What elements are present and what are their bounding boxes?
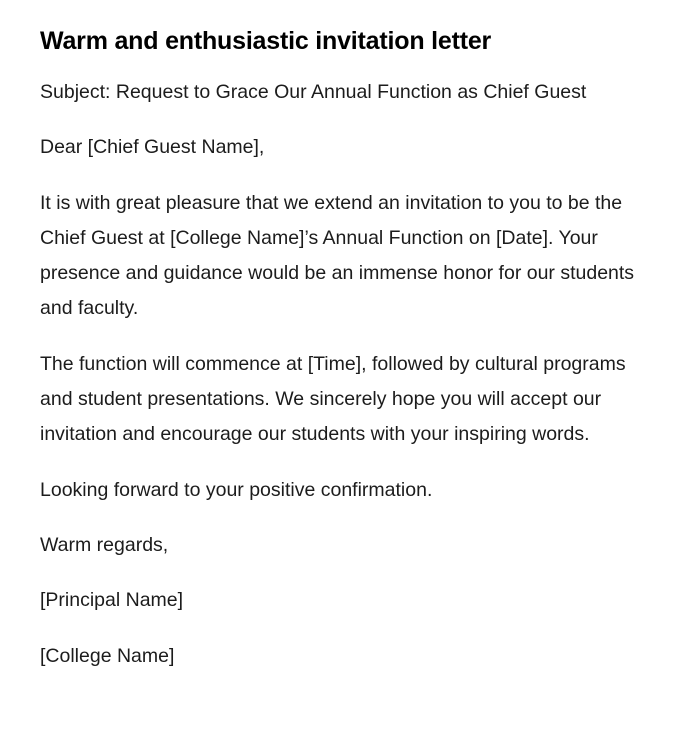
letter-paragraph-1: It is with great pleasure that we extend an invitation to you to be the Chief Guest at [College Name]’s Annual Function on [Date]. Your presence and guidance would be an immense honor for our students and faculty. [40, 191, 635, 320]
letter-greeting: Dear [Chief Guest Name], [40, 136, 265, 159]
letter-subject: Subject: Request to Grace Our Annual Function as Chief Guest [40, 81, 587, 103]
letter-college-name: [College Name] [40, 644, 175, 667]
letter-closing-line: Looking forward to your positive confirmation. [40, 478, 433, 501]
letter-paragraph-2: The function will commence at [Time], followed by cultural programs and student presentations. We sincerely hope you will accept our invitation and encourage our students with your inspiring words. [40, 352, 626, 446]
letter-principal-name: [Principal Name] [40, 589, 184, 612]
letter-title: Warm and enthusiastic invitation letter [40, 27, 492, 55]
letter-signoff: Warm regards, [40, 533, 169, 556]
